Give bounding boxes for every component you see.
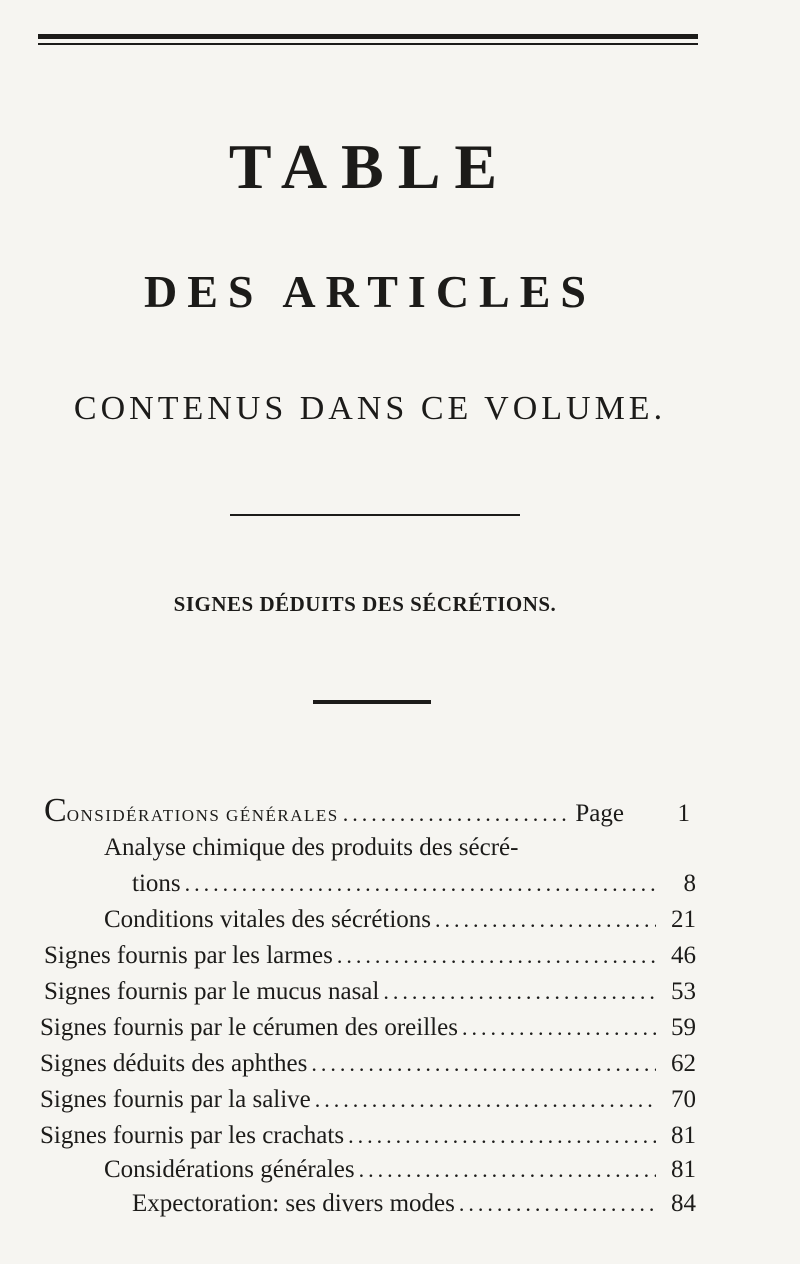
page-title: TABLE [228, 131, 512, 202]
page-number: 59 [671, 1014, 696, 1041]
page-number: 70 [671, 1086, 696, 1113]
toc-entry[interactable] [104, 834, 644, 874]
top-rule-thick [38, 34, 698, 39]
leader-dots [343, 801, 572, 827]
toc-entry-text: Signes fournis par les crachats [40, 1122, 345, 1149]
toc-entry[interactable] [44, 942, 696, 982]
page-subtitle-2: CONTENUS DANS CE VOLUME. [73, 390, 667, 427]
leader-dots [435, 907, 656, 933]
page-number: 46 [671, 942, 696, 969]
page-number: 8 [683, 870, 696, 897]
top-double-rule [38, 34, 698, 48]
toc-entry-text: Considérations générales [104, 1156, 355, 1183]
toc-entry-first[interactable] [44, 792, 690, 832]
toc-entry-text: Analyse chimique des produits des sécré- [104, 834, 519, 861]
top-rule-thin [38, 43, 698, 45]
leader-dots [462, 1015, 656, 1041]
toc-entry-text: Conditions vitales des sécrétions [104, 906, 432, 933]
page-label: Page [575, 800, 624, 827]
toc-entry[interactable] [132, 1190, 696, 1230]
section-heading: SIGNES DÉDUITS DES SÉCRÉTIONS. [173, 592, 557, 616]
page-number: 81 [671, 1122, 696, 1149]
leader-dots [348, 1123, 656, 1149]
divider-rule-short [313, 700, 431, 704]
leader-dots [383, 979, 656, 1005]
toc-entry-text: Signes fournis par le cérumen des oreilles [40, 1014, 458, 1041]
page-number: 62 [671, 1050, 696, 1077]
toc-entry-text: Expectoration: ses divers modes [132, 1190, 455, 1217]
page-number: 1 [677, 800, 690, 827]
toc-entry[interactable] [40, 1014, 696, 1054]
toc-entry[interactable] [132, 870, 696, 910]
toc-entry[interactable] [44, 978, 696, 1018]
toc-entry-text: CONSIDÉRATIONS GÉNÉRALES [44, 792, 339, 829]
leader-dots [185, 871, 656, 897]
leader-dots [459, 1191, 656, 1217]
page-number: 53 [671, 978, 696, 1005]
toc-entry[interactable] [40, 1086, 696, 1126]
toc-entry-text: tions [132, 870, 181, 897]
toc-entry[interactable] [104, 906, 696, 946]
page-subtitle: DES ARTICLES [143, 266, 597, 317]
leader-dots [337, 943, 656, 969]
leader-dots [359, 1157, 656, 1183]
toc-entry-text: Signes fournis par la salive [40, 1086, 311, 1113]
page-number: 21 [671, 906, 696, 933]
leader-dots [315, 1087, 656, 1113]
toc-entry-text: Signes déduits des aphthes [40, 1050, 308, 1077]
page-number: 84 [671, 1190, 696, 1217]
leader-dots [311, 1051, 656, 1077]
divider-rule [230, 514, 520, 516]
toc-entry-text: Signes fournis par le mucus nasal [44, 978, 380, 1005]
toc-entry-text: Signes fournis par les larmes [44, 942, 333, 969]
toc-entry[interactable] [40, 1050, 696, 1090]
page-number: 81 [671, 1156, 696, 1183]
